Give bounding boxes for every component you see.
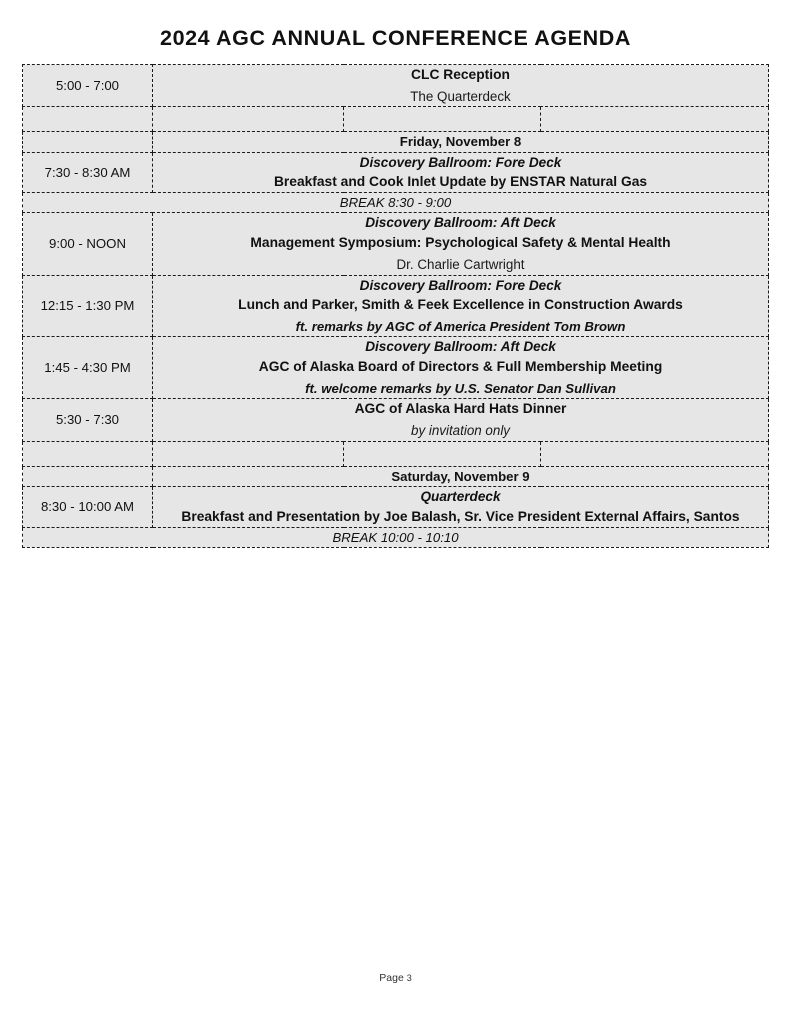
table-row bbox=[23, 486, 769, 527]
table-row-break bbox=[23, 193, 769, 213]
table-row bbox=[23, 152, 769, 193]
row-headline: CLC Reception bbox=[411, 67, 510, 82]
row-time: 7:30 - 8:30 AM bbox=[23, 152, 153, 193]
table-row bbox=[23, 399, 769, 441]
row-time: 8:30 - 10:00 AM bbox=[23, 486, 153, 527]
row-content bbox=[153, 152, 769, 193]
day-header-time-cell bbox=[23, 466, 153, 486]
row-content bbox=[153, 213, 769, 275]
day-header-label: Saturday, November 9 bbox=[153, 466, 769, 486]
row-headline: Management Symposium: Psychological Safety & Mental Health bbox=[250, 235, 671, 251]
page-title: 2024 AGC ANNUAL CONFERENCE AGENDA bbox=[160, 26, 631, 50]
row-subtitle: Dr. Charlie Cartwright bbox=[396, 257, 525, 273]
row-subtitle-italic: ft. welcome remarks by U.S. Senator Dan Sullivan bbox=[305, 381, 616, 397]
row-headline: AGC of Alaska Hard Hats Dinner bbox=[354, 401, 567, 417]
table-spacer-row bbox=[23, 441, 769, 466]
agenda-table-body bbox=[23, 65, 769, 548]
row-content bbox=[153, 486, 769, 527]
table-row bbox=[23, 337, 769, 399]
row-content bbox=[153, 275, 769, 337]
row-time: 5:30 - 7:30 bbox=[23, 399, 153, 441]
row-venue: Discovery Ballroom: Aft Deck bbox=[365, 215, 556, 231]
row-content bbox=[153, 65, 769, 107]
row-subtitle: The Quarterdeck bbox=[410, 89, 511, 104]
spacer-cell-d bbox=[541, 441, 769, 466]
table-row-break bbox=[23, 527, 769, 547]
row-subtitle-italic: ft. remarks by AGC of America President Tom Brown bbox=[295, 319, 626, 335]
row-time: 9:00 - NOON bbox=[23, 213, 153, 275]
table-row-day-header bbox=[23, 466, 769, 486]
table-row bbox=[23, 275, 769, 337]
row-headline: Breakfast and Presentation by Joe Balash, Sr. Vice President External Affairs, Santos bbox=[181, 508, 740, 524]
row-time: 12:15 - 1:30 PM bbox=[23, 275, 153, 337]
row-subtitle-italic: by invitation only bbox=[411, 423, 510, 439]
spacer-cell-b bbox=[153, 107, 344, 132]
day-header-label: Friday, November 8 bbox=[153, 132, 769, 152]
row-content bbox=[153, 337, 769, 399]
row-headline: Breakfast and Cook Inlet Update by ENSTAR Natural Gas bbox=[273, 174, 648, 190]
page-footer-label: Page bbox=[379, 972, 404, 984]
spacer-cell-time bbox=[23, 107, 153, 132]
row-content bbox=[153, 399, 769, 441]
row-headline: Lunch and Parker, Smith & Feek Excellence in Construction Awards bbox=[238, 297, 683, 313]
row-time: 1:45 - 4:30 PM bbox=[23, 337, 153, 399]
break-label: BREAK 8:30 - 9:00 bbox=[23, 193, 769, 213]
page-footer bbox=[0, 972, 791, 984]
agenda-table bbox=[22, 64, 769, 548]
row-venue: Discovery Ballroom: Fore Deck bbox=[359, 154, 562, 170]
row-headline: AGC of Alaska Board of Directors & Full Membership Meeting bbox=[258, 359, 663, 375]
day-header-time-cell bbox=[23, 132, 153, 152]
spacer-cell-b bbox=[153, 441, 344, 466]
table-row bbox=[23, 65, 769, 107]
row-venue: Discovery Ballroom: Fore Deck bbox=[359, 277, 562, 293]
spacer-cell-c bbox=[344, 441, 541, 466]
spacer-cell-time bbox=[23, 441, 153, 466]
spacer-cell-c bbox=[344, 107, 541, 132]
table-spacer-row bbox=[23, 107, 769, 132]
row-venue: Discovery Ballroom: Aft Deck bbox=[365, 339, 556, 355]
row-time: 5:00 - 7:00 bbox=[23, 65, 153, 107]
row-venue: Quarterdeck bbox=[420, 488, 501, 504]
break-label: BREAK 10:00 - 10:10 bbox=[23, 527, 769, 547]
table-row bbox=[23, 213, 769, 275]
spacer-cell-d bbox=[541, 107, 769, 132]
page-footer-number: 3 bbox=[406, 973, 412, 983]
table-row-day-header bbox=[23, 132, 769, 152]
